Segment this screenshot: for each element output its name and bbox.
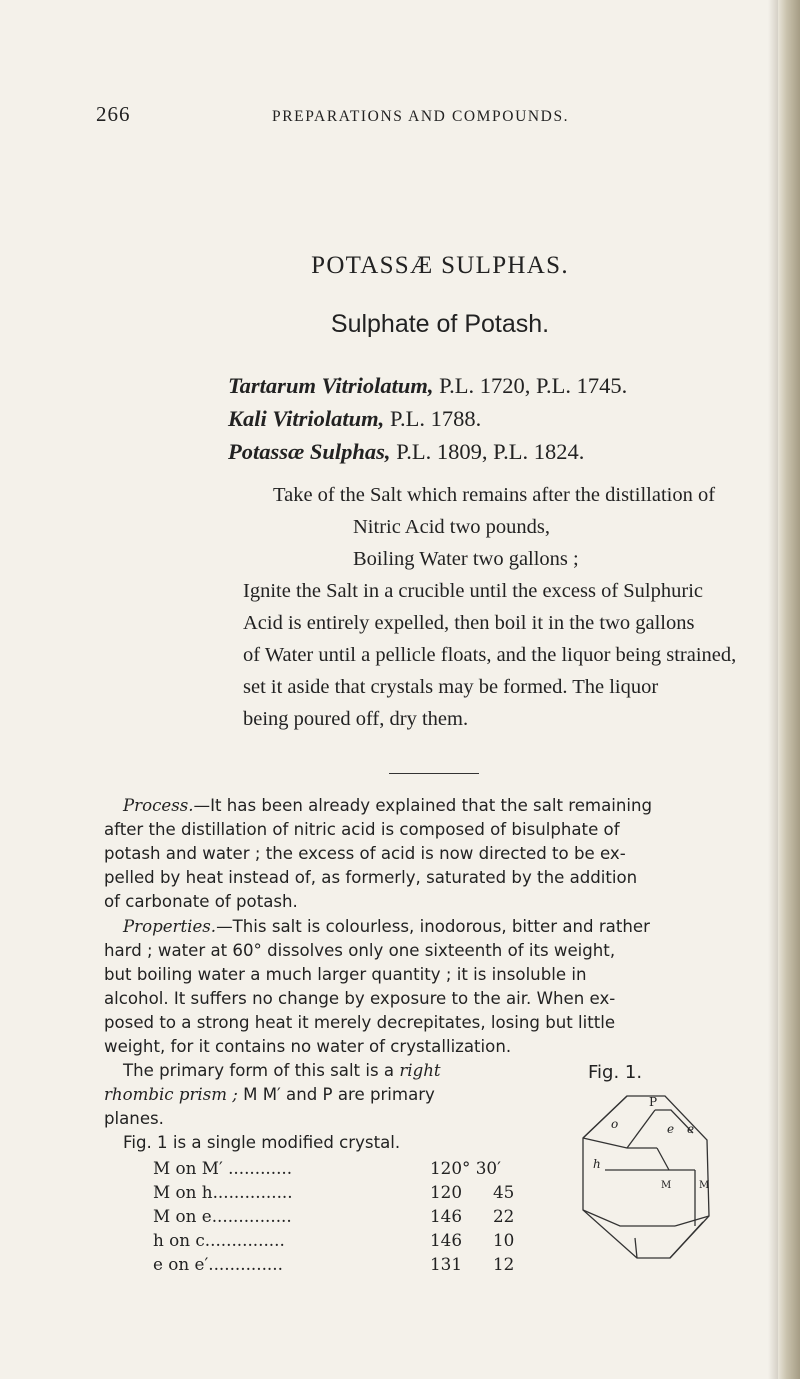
face-label: o [611,1117,619,1131]
recipe-line: set it aside that crystals may be formed. The liquor [243,676,659,698]
page-edge-shadow [768,0,778,1379]
section-divider [389,773,479,774]
page-title: POTASSÆ SULPHAS. [311,252,569,279]
crystal-figure [565,1088,745,1266]
synonym-line [228,373,627,399]
synonym-name: Potassæ Sulphas, [228,439,391,464]
angle-row: M on h............... 120 45 [153,1182,515,1202]
process-line: Process.—It has been already explained that the salt remaining [123,796,653,815]
recipe-line: Acid is entirely expelled, then boil it in the two gallons [243,612,695,634]
face-label: P [649,1095,658,1109]
properties-label: Properties. [123,917,217,936]
angle-row: e on e′.............. 131 12 [153,1254,515,1274]
crystal-edge [635,1238,637,1258]
properties-line: hard ; water at 60° dissolves only one sixteenth of its weight, [104,941,616,960]
synonym-refs: P.L. 1788. [389,406,482,431]
primary-form-line: The primary form of this salt is a right [123,1061,441,1080]
synonym-line [228,439,584,465]
figure-label: Fig. 1. [588,1062,643,1083]
synonym-name: Tartarum Vitriolatum, [228,373,434,398]
synonym-line [228,406,481,432]
synonym-name: Kali Vitriolatum, [228,406,385,431]
page-number: 266 [96,102,131,126]
crystal-edge [657,1148,669,1170]
primary-form-line: Fig. 1 is a single modified crystal. [123,1133,401,1152]
properties-line: but boiling water a much larger quantity ; it is insoluble in [104,965,587,984]
primary-form-line: planes. [104,1109,164,1128]
recipe-line: Nitric Acid two pounds, [353,516,551,538]
face-label: M [699,1180,710,1191]
crystal-edge [670,1222,703,1258]
crystal-edge [583,1138,657,1148]
running-head: PREPARATIONS AND COMPOUNDS. [272,108,570,125]
process-line: after the distillation of nitric acid is composed of bisulphate of [104,820,620,839]
recipe-line: Ignite the Salt in a crucible until the excess of Sulphuric [243,580,703,602]
angle-row: h on c............... 146 10 [153,1230,515,1250]
face-label: e [667,1122,675,1136]
properties-line: weight, for it contains no water of crystallization. [104,1037,512,1056]
primary-form-line: rhombic prism ; M M′ and P are primary [104,1085,435,1104]
angle-row: M on e............... 146 22 [153,1206,515,1226]
crystal-edge [583,1096,627,1138]
crystal-edge [627,1110,655,1148]
face-label: M [661,1180,672,1191]
process-line: pelled by heat instead of, as formerly, saturated by the addition [104,868,638,887]
process-line: of carbonate of potash. [104,892,298,911]
process-label: Process. [123,796,194,815]
face-label: h [593,1157,601,1171]
properties-line: alcohol. It suffers no change by exposure to the air. When ex- [104,989,616,1008]
synonym-refs: P.L. 1809, P.L. 1824. [396,439,585,464]
recipe-line: being poured off, dry them. [243,708,469,730]
recipe-line: of Water until a pellicle floats, and the liquor being strained, [243,644,737,666]
properties-line: Properties.—This salt is colourless, inodorous, bitter and rather [123,917,650,936]
recipe-line: Boiling Water two gallons ; [353,548,579,570]
properties-line: posed to a strong heat it merely decrepitates, losing but little [104,1013,616,1032]
process-line: potash and water ; the excess of acid is now directed to be ex- [104,844,626,863]
angle-row: M on M′ ............ 120° 30′ [153,1158,501,1178]
crystal-edge [583,1210,675,1226]
face-label: e [687,1122,695,1136]
recipe-line: Take of the Salt which remains after the distillation of [273,484,716,506]
page-subtitle: Sulphate of Potash. [330,310,550,338]
synonym-refs: P.L. 1720, P.L. 1745. [439,373,628,398]
page-edge [778,0,800,1379]
